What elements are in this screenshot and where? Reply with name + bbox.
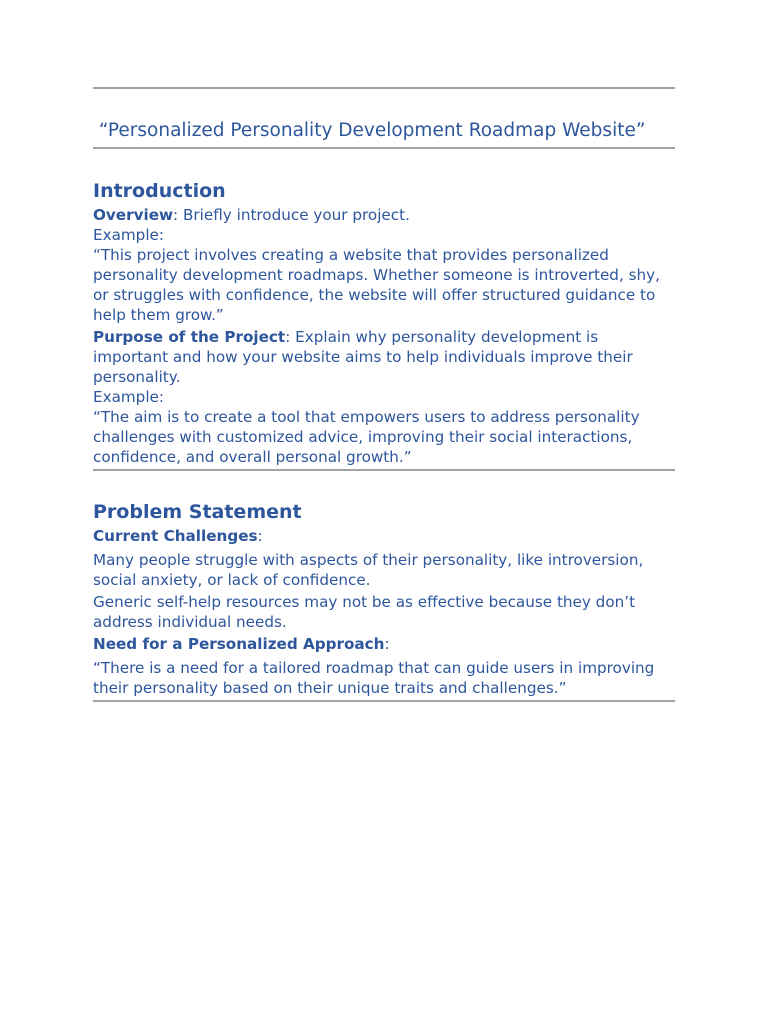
example-text-2: “The aim is to create a tool that empowers users to address personality challenges with customized advice, improving their social interactions, confidence, and overall personal growth.”	[93, 408, 640, 466]
example-text-1: “This project involves creating a website that provides personalized personality development roadmaps. Whether someone is introverted, shy, or struggles with confidence, the website will offer structured guidance to help them grow.”	[93, 246, 660, 324]
challenge-2: Generic self-help resources may not be as effective because they don’t address individual needs.	[93, 593, 636, 631]
problem-statement-heading: Problem Statement	[93, 501, 302, 523]
need-paragraph	[93, 634, 675, 654]
example-label-1: Example:	[93, 226, 165, 244]
overview-paragraph	[93, 205, 675, 225]
top-rule	[93, 87, 675, 89]
introduction-heading: Introduction	[93, 180, 226, 202]
challenges-paragraph	[93, 526, 675, 546]
purpose-label: Purpose of the Project	[93, 328, 286, 346]
need-colon: :	[384, 635, 390, 653]
document-title: “Personalized Personality Development Roadmap Website”	[93, 120, 646, 141]
purpose-text: : Explain why personality development is important and how your website aims to help individuals improve their personality.	[93, 328, 633, 386]
challenge-1: Many people struggle with aspects of their personality, like introversion, social anxiety, or lack of confidence.	[93, 551, 644, 589]
title-rule	[93, 147, 675, 149]
challenges-label: Current Challenges	[93, 527, 258, 545]
example-label-2: Example:	[93, 388, 165, 406]
overview-label: Overview	[93, 206, 174, 224]
purpose-paragraph	[93, 327, 675, 387]
need-label: Need for a Personalized Approach	[93, 635, 385, 653]
document-content	[93, 87, 675, 702]
need-text: “There is a need for a tailored roadmap that can guide users in improving their personality based on their unique traits and challenges.”	[93, 659, 655, 697]
overview-text: : Briefly introduce your project.	[173, 206, 410, 224]
challenges-colon: :	[257, 527, 263, 545]
introduction-rule	[93, 469, 675, 471]
problem-statement-rule	[93, 700, 675, 702]
